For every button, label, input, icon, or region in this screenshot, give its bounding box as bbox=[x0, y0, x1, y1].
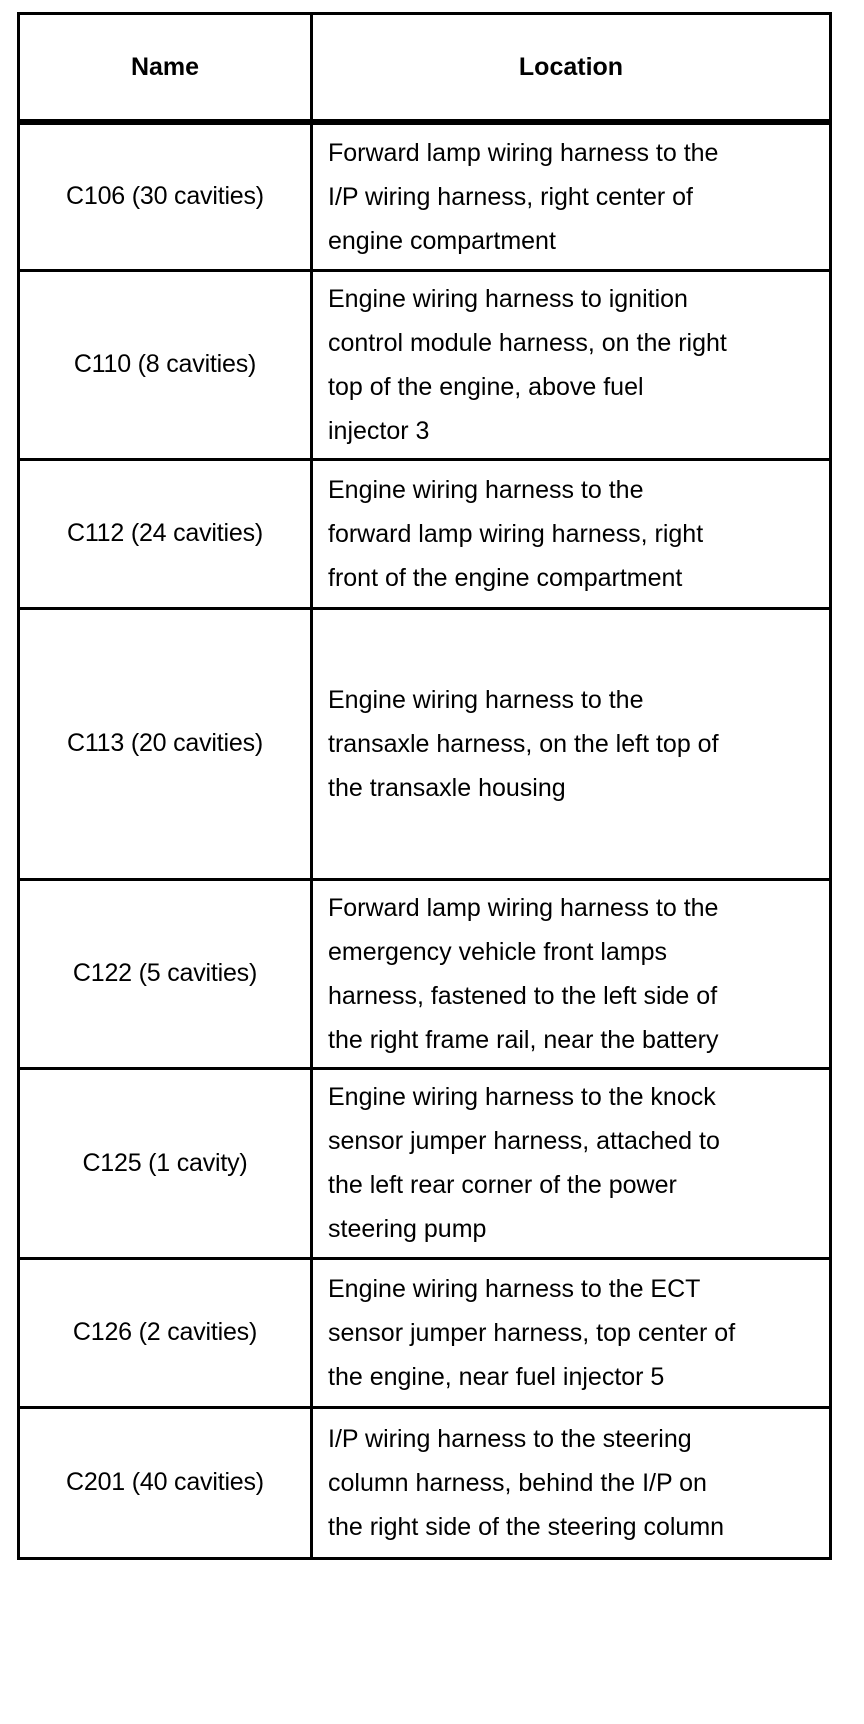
connector-name-cell: C106 (30 cavities) bbox=[19, 122, 312, 270]
location-text: Engine wiring harness to the knock sensor jumper harness, attached to the left rear corner of the power steering pump bbox=[328, 1083, 720, 1243]
connector-name-cell: C113 (20 cavities) bbox=[19, 608, 312, 879]
location-text: Forward lamp wiring harness to the I/P wiring harness, right center of engine compartment bbox=[328, 138, 719, 255]
connector-name-cell: C126 (2 cavities) bbox=[19, 1258, 312, 1407]
location-text: Engine wiring harness to the forward lamp wiring harness, right front of the engine compartment bbox=[328, 475, 704, 592]
location-text: Engine wiring harness to ignition control module harness, on the right top of the engine, above fuel injector 3 bbox=[328, 284, 727, 445]
connector-name-cell: C125 (1 cavity) bbox=[19, 1068, 312, 1258]
header-location: Location bbox=[312, 14, 831, 123]
connector-name-cell: C201 (40 cavities) bbox=[19, 1407, 312, 1558]
connector-location-cell bbox=[312, 1407, 831, 1558]
connector-location-cell bbox=[312, 879, 831, 1068]
location-text: I/P wiring harness to the steering column harness, behind the I/P on the right side of the steering column bbox=[328, 1424, 725, 1541]
connector-location-cell bbox=[312, 1068, 831, 1258]
connector-location-table bbox=[17, 12, 832, 1560]
connector-location-cell bbox=[312, 122, 831, 270]
table-row bbox=[19, 270, 831, 459]
table-row bbox=[19, 1258, 831, 1407]
table-row bbox=[19, 1407, 831, 1558]
connector-location-cell bbox=[312, 1258, 831, 1407]
connector-name-cell: C110 (8 cavities) bbox=[19, 270, 312, 459]
table-row bbox=[19, 879, 831, 1068]
table-row bbox=[19, 122, 831, 270]
table-row bbox=[19, 1068, 831, 1258]
connector-name-cell: C112 (24 cavities) bbox=[19, 459, 312, 608]
connector-location-cell bbox=[312, 608, 831, 879]
connector-location-cell bbox=[312, 270, 831, 459]
location-text: Engine wiring harness to the transaxle harness, on the left top of the transaxle housing bbox=[328, 685, 719, 802]
header-name: Name bbox=[19, 14, 312, 123]
location-text: Engine wiring harness to the ECT sensor jumper harness, top center of the engine, near fuel injector 5 bbox=[328, 1274, 736, 1391]
connector-location-cell bbox=[312, 459, 831, 608]
location-text: Forward lamp wiring harness to the emergency vehicle front lamps harness, fastened to the left side of the right frame rail, near the battery bbox=[328, 893, 719, 1054]
table-header-row bbox=[19, 14, 831, 123]
table-row bbox=[19, 608, 831, 879]
table-row bbox=[19, 459, 831, 608]
connector-name-cell: C122 (5 cavities) bbox=[19, 879, 312, 1068]
